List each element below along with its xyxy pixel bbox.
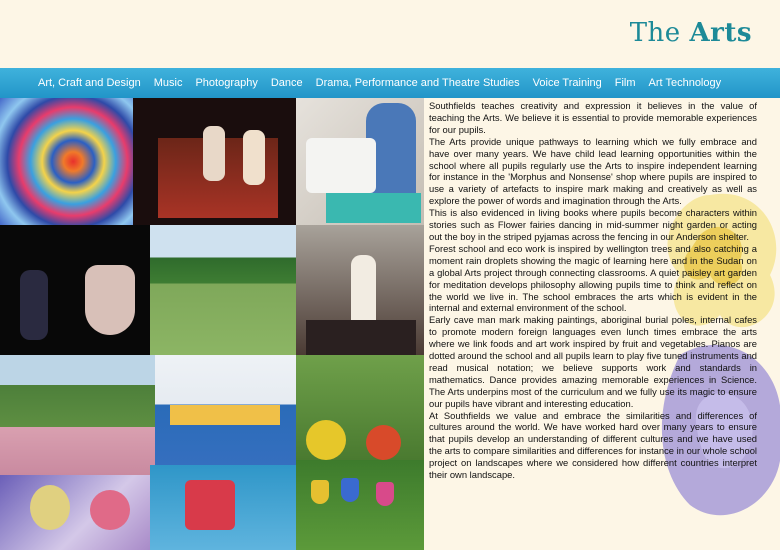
nav-item-voice-training[interactable]: Voice Training [532, 77, 602, 89]
paragraph: The Arts provide unique pathways to learning which we fully embrace and have over many years. We have child lead learning opportunities within the school where all pupils regularly use the Arts to inspire independent learning for instance in the 'Morphus and Nonsense' shop where pupils are inspired to use a variety of artefacts to inspire mark making and creatively as well as explore the power of words and imagination through the Arts. [429, 135, 757, 207]
nav-item-dance[interactable]: Dance [270, 77, 303, 89]
paragraph: Early cave man mark making paintings, aboriginal burial poles, internal cafes to promote modern foreign languages even lunch times embrace the arts where we link foods and art work inspired by fruit and vegetables. Pianos are dotted around the school and all pupils learn to play five tuned instruments and read musical notation; we believe supports work and standards in mathematics. Dance provides amazing memorable experiences in Science. The Arts underpins most of the curriculum and we fully use its magic to ensure our pupils have vibrant and interesting education. [429, 314, 757, 409]
photo-shields [296, 460, 424, 550]
photo-art-table [150, 465, 296, 550]
photo-outdoor-dance [150, 225, 296, 355]
photo-sewing [296, 98, 424, 225]
photo-ballet [0, 225, 150, 355]
arts-description [429, 100, 757, 481]
paragraph: Southfields teaches creativity and expression it believes in the value of teaching the Arts. We believe it is essential to provide memorable experiences for our pupils. [429, 100, 757, 135]
nav-item-art-technology[interactable]: Art Technology [648, 77, 722, 89]
photo-garden-tires [296, 355, 424, 460]
paragraph: Forest school and eco work is inspired by wellington trees and also catching a moment rain droplets showing the magic of learning here and in the Sudan on a global Arts project through connecting classrooms. A quiet paisley art garden for meditation develops philosophy allowing pupils time to think and reflect on the world we live in. The school embraces the arts which is evident in the internal and external environment of the school. [429, 242, 757, 314]
nav-item-music[interactable]: Music [153, 77, 183, 89]
nav-bar [0, 68, 780, 98]
nav-item-drama[interactable]: Drama, Performance and Theatre Studies [315, 77, 520, 89]
photo-spiral-art [0, 98, 133, 225]
nav-item-film[interactable]: Film [614, 77, 636, 89]
nav-item-art-craft-design[interactable]: Art, Craft and Design [38, 77, 141, 89]
photo-music-gamelan [133, 98, 296, 225]
paragraph: This is also evidenced in living books where pupils become characters within stories such as Flower fairies dancing in mid-summer night garden or acting out the boy in the striped pyjamas across the fencing in our Anderson shelter. [429, 207, 757, 242]
photo-violin [296, 225, 424, 355]
page-title: The Arts [629, 18, 752, 48]
photo-maypole [0, 355, 155, 475]
photo-masks [0, 475, 150, 550]
photo-classroom [155, 355, 296, 465]
nav-item-photography[interactable]: Photography [195, 77, 258, 89]
paragraph: At Southfields we value and embrace the similarities and differences of cultures around the world. We have worked hard over many years to ensure that pupils develop an understanding of different cultures and we have used the arts to compare similarities and differences for instance in our whole school project on landscapes where we considered how different countries interpret their own landscape. [429, 409, 757, 481]
